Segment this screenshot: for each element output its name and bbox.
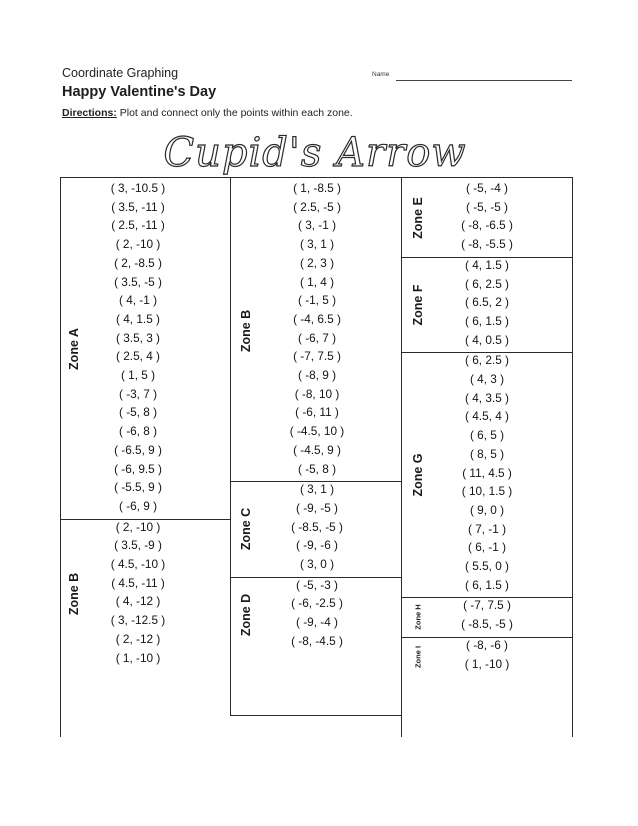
coordinate-point: ( -5, -3 ) <box>296 577 338 592</box>
coordinate-point: ( 4, 3.5 ) <box>465 390 509 405</box>
coordinate-point: ( 2.5, -5 ) <box>293 199 341 214</box>
coordinate-point: ( 4.5, -11 ) <box>111 575 165 590</box>
coordinate-point: ( 2, -10 ) <box>115 519 161 534</box>
coordinate-point: ( -9, -4 ) <box>296 615 338 630</box>
zone-label: Zone B <box>67 573 81 616</box>
coordinate-point: ( -6, -2.5 ) <box>291 596 343 611</box>
coordinate-point: ( 2.5, -11 ) <box>111 218 165 233</box>
coordinate-point: ( 3, -12.5 ) <box>110 613 166 628</box>
coordinate-point: ( -8, 10 ) <box>294 386 340 401</box>
coordinate-point: ( 1, 4 ) <box>299 274 335 289</box>
coordinate-point: ( -9, -6 ) <box>296 538 338 553</box>
column-border <box>401 177 402 737</box>
coordinate-point: ( -6, 7 ) <box>297 330 337 345</box>
table-top-border <box>60 177 231 178</box>
coordinate-point: ( 3.5, -5 ) <box>114 274 162 289</box>
coordinate-point: ( 3, 0 ) <box>299 557 335 571</box>
coordinate-point: ( -6.5, 9 ) <box>114 442 162 457</box>
coordinate-point: ( 3.5, 3 ) <box>116 330 160 345</box>
coordinate-point: ( 10, 1.5 ) <box>461 484 513 499</box>
coordinate-point: ( -5, 8 ) <box>118 405 158 420</box>
coordinate-point: ( 4, -12 ) <box>115 594 161 609</box>
coordinate-point: ( -4.5, 9 ) <box>293 442 341 457</box>
coordinate-point: ( -8, -5.5 ) <box>461 237 513 252</box>
coordinate-point: ( 4, 1.5 ) <box>465 257 509 272</box>
coordinate-point: ( 8, 5 ) <box>469 446 505 461</box>
coordinate-point: ( -5, -5 ) <box>466 199 508 214</box>
zone-label: Zone D <box>239 593 253 637</box>
coordinate-point: ( 4, 0.5 ) <box>465 332 509 347</box>
coordinate-point: ( 2, -10 ) <box>115 237 161 252</box>
column-border <box>230 177 231 715</box>
coordinate-point: ( -8.5, -5 ) <box>461 617 513 632</box>
zone-label: Zone G <box>411 453 425 497</box>
coordinate-point: ( -8, -6 ) <box>466 637 508 652</box>
coordinate-point: ( 3, -10.5 ) <box>110 181 166 195</box>
table-top-border <box>401 177 572 178</box>
coordinate-point: ( -9, -5 ) <box>296 500 338 515</box>
coordinate-point: ( -8, 9 ) <box>297 368 337 382</box>
coordinate-point: ( 6, 2.5 ) <box>465 353 509 368</box>
coordinate-point: ( 4, -1 ) <box>118 293 158 308</box>
coordinate-point: ( 6, 5 ) <box>469 428 505 443</box>
coordinate-point: ( 4, 3 ) <box>469 372 505 386</box>
coordinate-point: ( 7, -1 ) <box>467 521 507 536</box>
coordinate-point: ( 1, -10 ) <box>115 650 161 665</box>
coordinate-point: ( -8, -4.5 ) <box>291 633 343 648</box>
cupids-arrow-banner: Cupid's Arrow <box>163 130 467 176</box>
coordinate-point: ( 4.5, 4 ) <box>465 409 509 424</box>
coordinate-point: ( 1, -8.5 ) <box>293 181 341 195</box>
coordinate-point: ( -1, 5 ) <box>297 293 337 308</box>
name-label: Name <box>372 71 390 78</box>
coordinate-point: ( -3, 7 ) <box>118 386 158 401</box>
directions-text: Plot and connect only the points within each zone. <box>116 107 353 119</box>
worksheet-title: Happy Valentine's Day <box>62 84 217 100</box>
directions-label: Directions: <box>62 107 117 119</box>
name-line <box>396 80 572 81</box>
coordinate-point: ( -7, 7.5 ) <box>293 349 341 364</box>
coordinate-point: ( -5, -4 ) <box>466 181 508 195</box>
coordinate-point: ( 2, -8.5 ) <box>114 255 162 270</box>
coordinate-point: ( 2, 3 ) <box>299 255 335 270</box>
coordinate-point: ( 9, 0 ) <box>469 502 505 517</box>
column-border <box>572 177 573 737</box>
coordinate-point: ( 6, -1 ) <box>467 540 507 555</box>
coordinate-point: ( -5, 8 ) <box>297 461 337 476</box>
coordinate-point: ( 11, 4.5 ) <box>462 465 512 480</box>
coordinate-point: ( -7, 7.5 ) <box>463 598 511 613</box>
worksheet-subject: Coordinate Graphing <box>62 66 179 80</box>
coordinate-point: ( 1, 5 ) <box>120 368 156 382</box>
coordinate-point: ( -4.5, 10 ) <box>289 424 345 439</box>
coordinate-point: ( 3, 1 ) <box>299 237 335 252</box>
coordinate-point: ( 4.5, -10 ) <box>110 557 166 571</box>
zone-label: Zone C <box>239 507 253 551</box>
coordinate-point: ( 6, 2.5 ) <box>465 276 509 291</box>
coordinate-point: ( 1, -10 ) <box>464 656 510 671</box>
coordinate-point: ( 6, 1.5 ) <box>465 577 509 592</box>
coordinate-point: ( 4, 1.5 ) <box>116 311 160 326</box>
table-top-border <box>230 177 402 178</box>
coordinate-point: ( -5.5, 9 ) <box>114 480 162 495</box>
zone-label: Zone I <box>413 645 423 668</box>
zone-label: Zone A <box>67 328 81 371</box>
coordinate-point: ( -6, 8 ) <box>118 424 158 439</box>
coordinate-point: ( 3, -1 ) <box>297 218 337 233</box>
coordinate-point: ( 2.5, 4 ) <box>116 349 160 364</box>
column-bottom-border <box>230 715 402 716</box>
coordinate-point: ( 6.5, 2 ) <box>465 295 509 310</box>
zone-label: Zone H <box>413 604 423 630</box>
coordinate-point: ( 2, -12 ) <box>115 631 161 646</box>
coordinate-point: ( -6, 9 ) <box>118 498 158 513</box>
coordinate-point: ( -6, 9.5 ) <box>114 461 162 476</box>
coordinate-point: ( 3, 1 ) <box>299 482 335 497</box>
column-border <box>60 177 61 737</box>
zone-label: Zone B <box>239 309 253 352</box>
coordinate-point: ( -8.5, -5 ) <box>291 519 343 534</box>
coordinate-point: ( -6, 11 ) <box>295 405 339 420</box>
coordinate-point: ( 5.5, 0 ) <box>465 559 509 573</box>
coordinate-point: ( 6, 1.5 ) <box>465 313 509 328</box>
coordinate-point: ( -8, -6.5 ) <box>461 218 513 233</box>
zone-label: Zone F <box>411 284 425 326</box>
zone-label: Zone E <box>411 197 425 240</box>
coordinate-point: ( 3.5, -11 ) <box>111 199 165 214</box>
coordinate-point: ( -4, 6.5 ) <box>293 311 341 326</box>
coordinate-point: ( 3.5, -9 ) <box>114 538 162 553</box>
directions <box>62 107 353 119</box>
